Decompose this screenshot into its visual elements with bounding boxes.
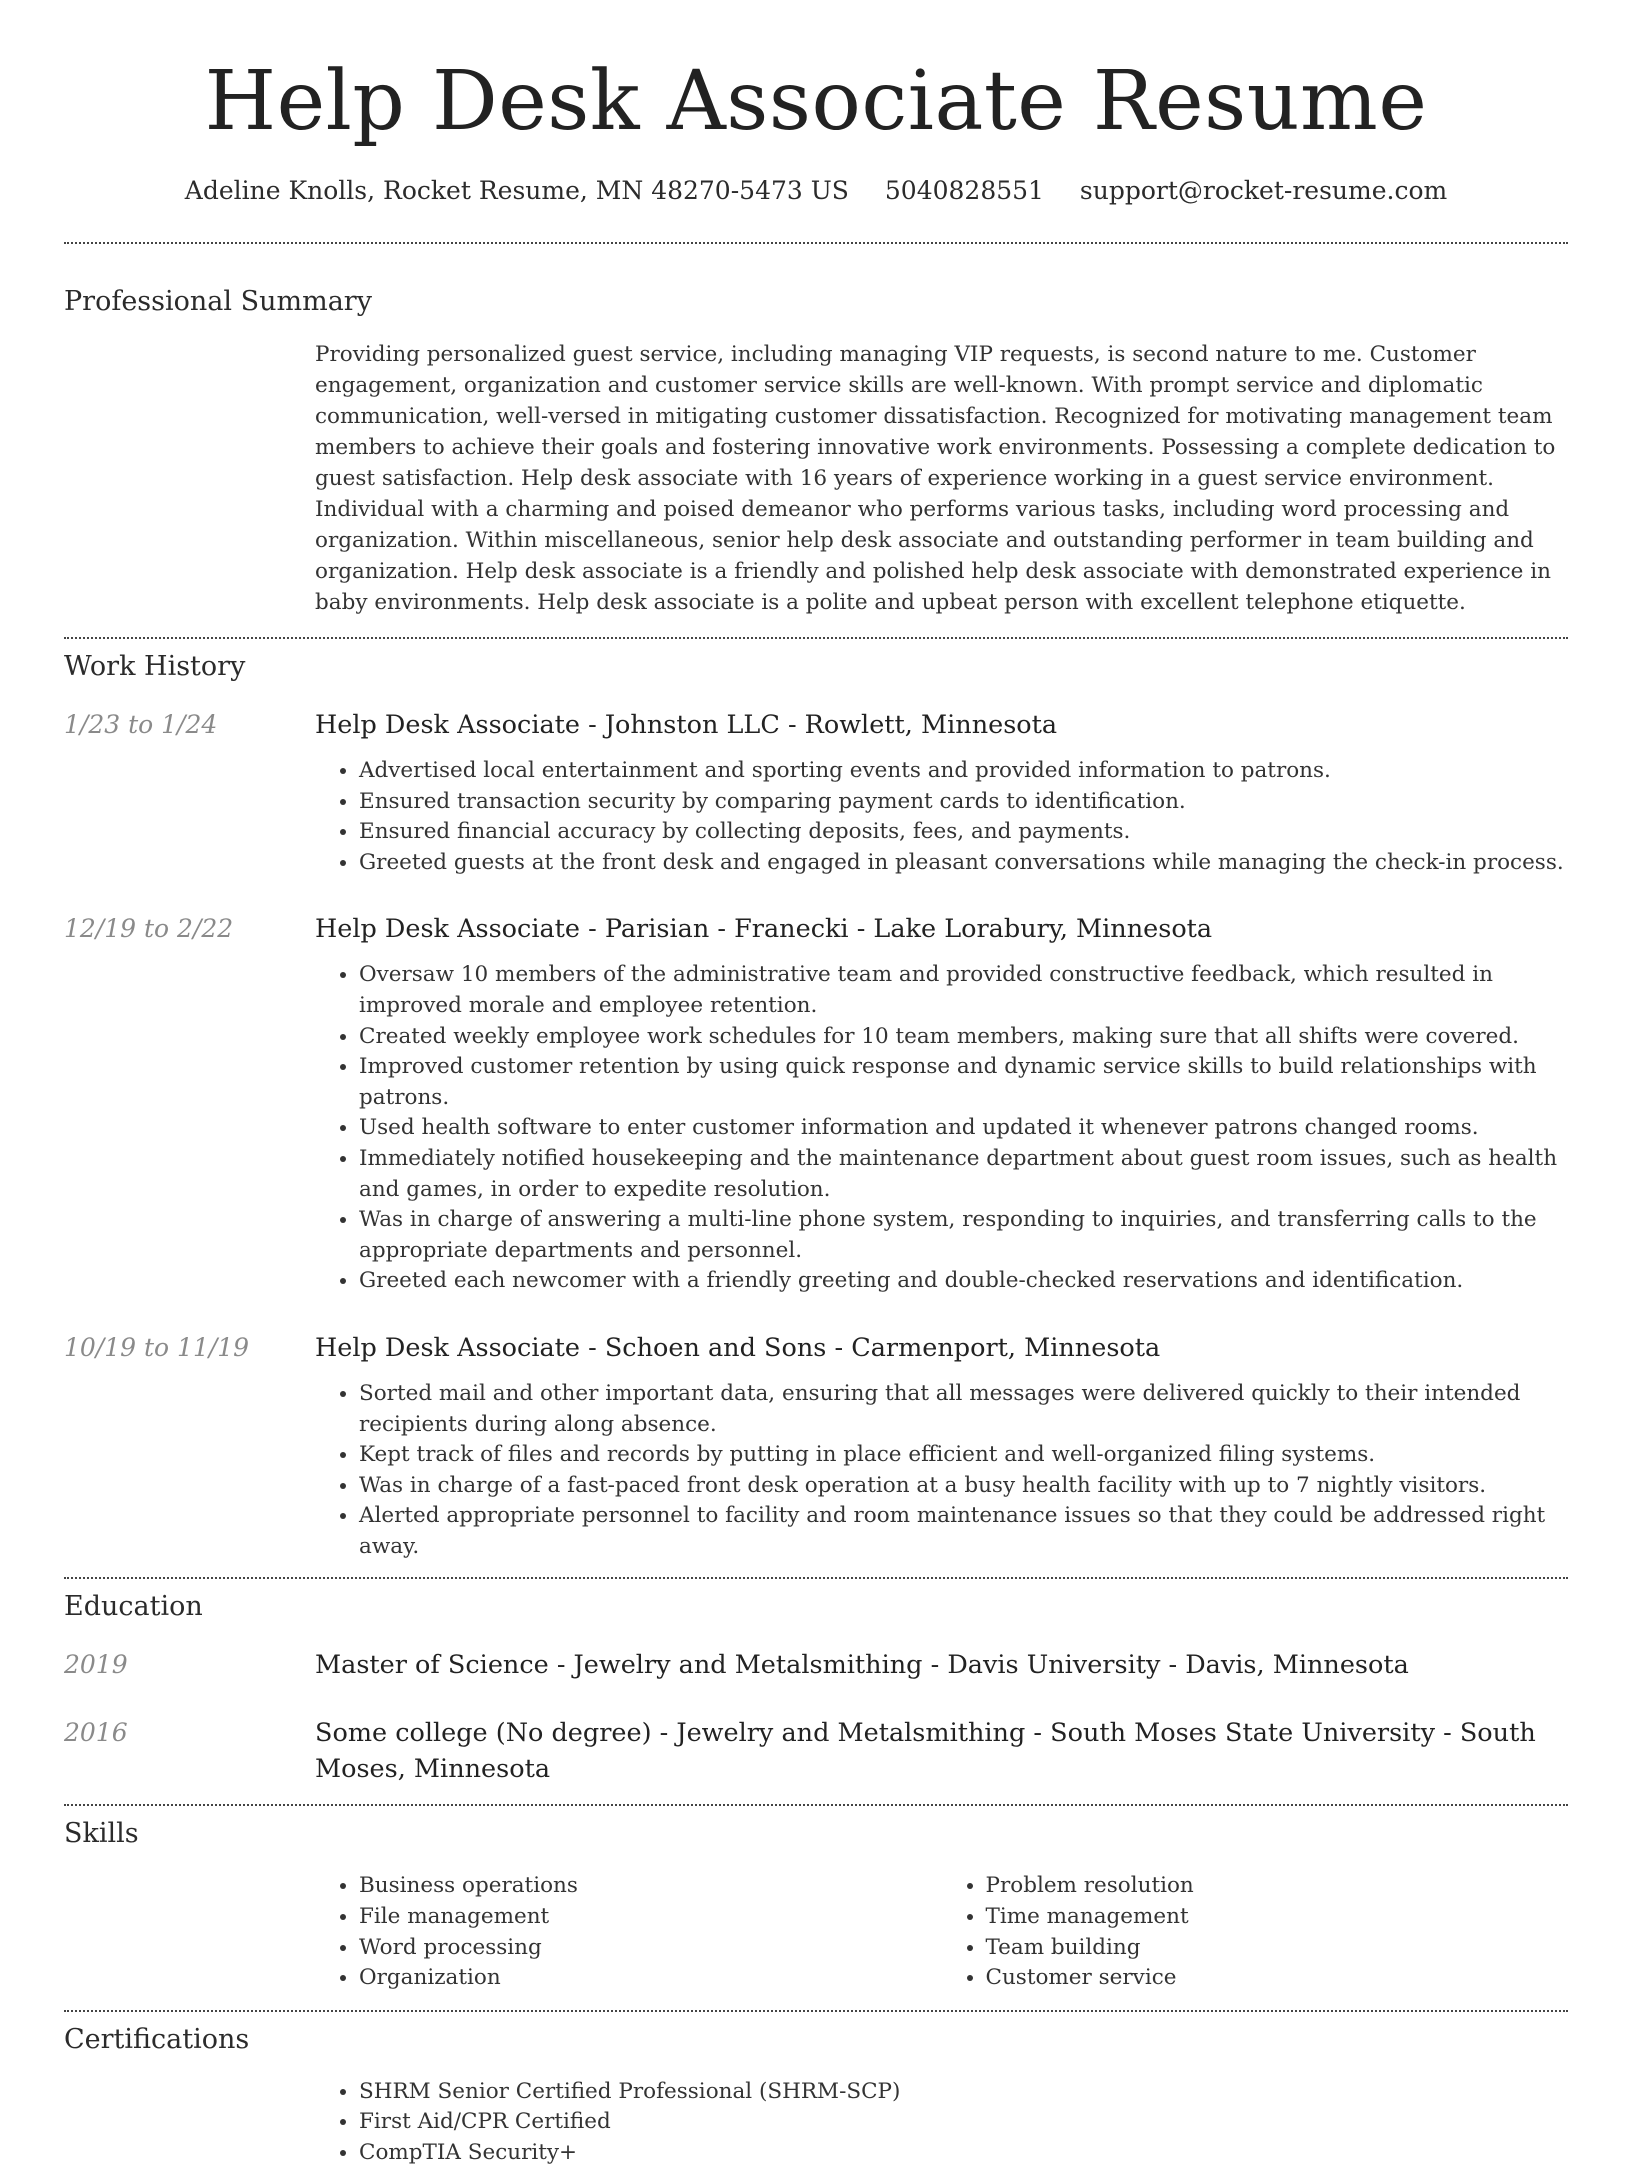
job-dates: 12/19 to 2/22 — [64, 914, 234, 944]
list-item: • Advertised local entertainment and sporting events and provided information to patrons. — [359, 756, 1568, 787]
contact-phone: 5040828551 — [884, 176, 1044, 205]
skills-section — [64, 1806, 1568, 1993]
list-item: • Alerted appropriate personnel to facility and room maintenance issues so that they could be addressed right away. — [359, 1501, 1568, 1562]
contact-email: support@rocket-resume.com — [1079, 176, 1448, 205]
list-item: • Ensured financial accuracy by collecting deposits, fees, and payments. — [359, 817, 1568, 848]
list-item: • Was in charge of a fast-paced front desk operation at a busy health facility with up to 7 nightly visitors. — [359, 1471, 1568, 1502]
list-item: • First Aid/CPR Certified — [359, 2107, 1568, 2138]
section-title-work-history: Work History — [64, 651, 246, 682]
list-item: • Kept track of files and records by putting in place efficient and well-organized filing systems. — [359, 1440, 1568, 1471]
list-item: • Business operations — [359, 1871, 942, 1902]
list-item: • Created weekly employee work schedules for 10 team members, making sure that all shifts were covered. — [359, 1022, 1568, 1053]
list-item: • Customer service — [986, 1963, 1569, 1994]
section-title-certifications: Certifications — [64, 2023, 250, 2055]
education-entry — [64, 1647, 1568, 1683]
section-title-skills: Skills — [64, 1818, 139, 1850]
job-title: Help Desk Associate - Johnston LLC - Rowlett, Minnesota — [315, 710, 1058, 740]
job-entry — [64, 707, 1568, 878]
job-bullets — [315, 1379, 1568, 1563]
list-item: • Team building — [986, 1933, 1569, 1964]
page-title: Help Desk Associate Resume — [204, 54, 1428, 149]
list-item: • Was in charge of answering a multi-line phone system, responding to inquiries, and transferring calls to the appropriate departments and personnel. — [359, 1205, 1568, 1266]
job-dates: 1/23 to 1/24 — [64, 710, 218, 739]
work-history-section — [64, 639, 1568, 1562]
education-title: Master of Science - Jewelry and Metalsmithing - Davis University - Davis, Minnesota — [315, 1650, 1409, 1681]
job-entry — [64, 911, 1568, 1297]
education-year: 2019 — [64, 1650, 128, 1680]
education-title: Some college (No degree) - Jewelry and Metalsmithing - South Moses State University - South Moses, Minnesota — [315, 1718, 1536, 1785]
certifications-section — [64, 2012, 1568, 2169]
job-title: Help Desk Associate - Schoen and Sons - Carmenport, Minnesota — [315, 1332, 1161, 1363]
contact-address: Adeline Knolls, Rocket Resume, MN 48270-5473 US — [184, 176, 849, 205]
list-item: • Problem resolution — [986, 1871, 1569, 1902]
list-item: • Oversaw 10 members of the administrative team and provided constructive feedback, which resulted in improved morale and employee retention. — [359, 960, 1568, 1021]
list-item: • Greeted each newcomer with a friendly greeting and double-checked reservations and identification. — [359, 1266, 1568, 1297]
job-bullets — [315, 756, 1568, 878]
list-item: • Immediately notified housekeeping and the maintenance department about guest room issues, such as health and games, in order to expedite resolution. — [359, 1144, 1568, 1205]
list-item: • Organization — [359, 1963, 942, 1994]
list-item: • Time management — [986, 1902, 1569, 1933]
section-title-summary: Professional Summary — [64, 286, 372, 317]
list-item: • Ensured transaction security by comparing payment cards to identification. — [359, 787, 1568, 818]
list-item: • SHRM Senior Certified Professional (SHRM-SCP) — [359, 2077, 1568, 2108]
list-item: • File management — [359, 1902, 942, 1933]
list-item: • CompTIA Security+ — [359, 2138, 1568, 2169]
summary-text: Providing personalized guest service, including managing VIP requests, is second nature to me. Customer engagement, organization and customer service skills are well-known. With prompt service and diplomatic communication, well-versed in mitigating customer dissatisfaction. Recognized for motivating management team members to achieve their goals and fostering innovative work environments. Possessing a complete dedication to guest satisfaction. Help desk associate with 16 years of experience working in a guest service environment. Individual with a charming and poised demeanor who performs various tasks, including word processing and organization. Within miscellaneous, senior help desk associate and outstanding performer in team building and organization. Help desk associate is a friendly and polished help desk associate with demonstrated experience in baby environments. Help desk associate is a polite and upbeat person with excellent telephone etiquette. — [315, 342, 1556, 615]
contact-line — [64, 174, 1568, 208]
education-year: 2016 — [64, 1718, 128, 1748]
job-title: Help Desk Associate - Parisian - Franecki - Lake Lorabury, Minnesota — [315, 914, 1213, 945]
list-item: • Sorted mail and other important data, ensuring that all messages were delivered quickly to their intended recipients during along absence. — [359, 1379, 1568, 1440]
job-dates: 10/19 to 11/19 — [64, 1332, 250, 1362]
job-entry — [64, 1330, 1568, 1563]
education-section — [64, 1579, 1568, 1787]
summary-section — [64, 244, 1568, 618]
list-item: • Used health software to enter customer information and updated it whenever patrons changed rooms. — [359, 1113, 1568, 1144]
list-item: • Greeted guests at the front desk and engaged in pleasant conversations while managing the check-in process. — [359, 848, 1568, 879]
section-title-education: Education — [64, 1591, 203, 1623]
education-entry — [64, 1715, 1568, 1787]
list-item: • Improved customer retention by using quick response and dynamic service skills to build relationships with patrons. — [359, 1052, 1568, 1113]
certifications-list — [315, 2077, 1568, 2169]
skills-list-left — [315, 1871, 942, 1993]
job-bullets — [315, 960, 1568, 1297]
list-item: • Word processing — [359, 1933, 942, 1964]
skills-list-right — [942, 1871, 1569, 1993]
